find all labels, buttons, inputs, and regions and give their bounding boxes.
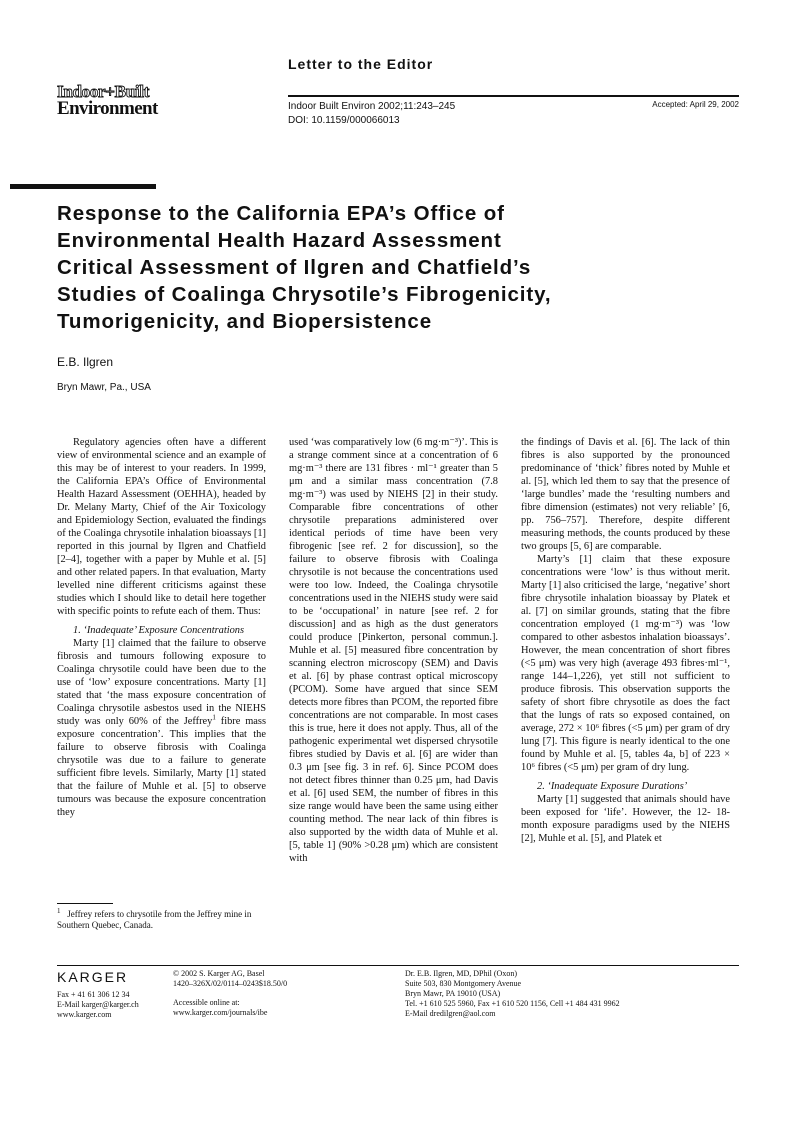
section-heading: 1. ‘Inadequate’ Exposure Concentrations: [73, 625, 245, 636]
footnote-marker[interactable]: 1: [212, 713, 216, 722]
address-email[interactable]: E-Mail dredilgren@aol.com: [405, 1009, 496, 1018]
address-street: Suite 503, 830 Montgomery Avenue: [405, 979, 522, 988]
title-line: Studies of Coalinga Chrysotile’s Fibrogenicity,: [57, 283, 552, 306]
body-column-1: [57, 436, 266, 819]
footer-rule: [57, 965, 739, 966]
footnote-text: Jeffrey refers to chrysotile from the Jeffrey mine in Southern Quebec, Canada.: [57, 909, 252, 930]
copyright-block: [173, 969, 287, 989]
title-rule: [10, 184, 156, 189]
title-line: Response to the California EPA’s Office of: [57, 202, 505, 225]
address-phone: Tel. +1 610 525 5960, Fax +1 610 520 1156, Cell +1 484 431 9962: [405, 999, 620, 1008]
paragraph-text: fibre mass exposure concentration’. This implies that the failure to observe fibrosis with Coalinga chrysotile was due to a failure to generate sufficient fibre levels. Similarly, Marty [1] stated that the failure of Muhle et al. [5] to observe tumours was because the exposure concentration they: [57, 716, 266, 818]
online-url[interactable]: www.karger.com/journals/ibe: [173, 1008, 268, 1017]
title-line: Tumorigenicity, and Biopersistence: [57, 310, 432, 333]
publisher-logo: KARGER: [57, 969, 129, 985]
paragraph: Marty’s [1] claim that these exposure concentrations were ‘low’ is thus without merit. Marty [1] also criticised the large, ‘negative’ short fibre chrysotile inhalation bioassay by Platek et al. [7] on similar grounds, stating that the fibre concentration employed (1 mg·m⁻³) was ‘low compared to other asbestos inhalation bioassays’. However, the mean concentration of short fibres (<5 μm) was very high (average 493 fibres·ml⁻¹, range 144–1,226), yet still not sufficient to produce fibrosis. This observation supports the safety of short fibre chrysotile as does the fact that the lungs of rats so exposed contained, on average, 272 × 10⁶ fibres (<5 μm) per gram of dry lung [7]. This figure is nearly identical to the one found by Muhle et al. [5, tables 4a, b] of 223 × 10⁶ fibres (<5 μm) per gram of dry lung.: [521, 554, 730, 773]
publisher-email[interactable]: E-Mail karger@karger.ch: [57, 1000, 139, 1009]
doi: DOI: 10.1159/000066013: [288, 115, 400, 126]
online-label: Accessible online at:: [173, 998, 240, 1007]
paragraph: [57, 637, 266, 819]
paragraph: used ‘was comparatively low (6 mg·m⁻³)’. This is a strange comment since at a concentration of 6 mg·m⁻³ there are 131 fibres · ml⁻¹ greater than 5 μm and a similar mass concentration (7.8 mg·m⁻³) was used by NIEHS [2] in their study. Comparable fibre concentrations of other chrysotile preparations administered over identical periods of time have been very fibrogenic [see ref. 2 for discussion], so the failure to observe fibrosis with Coalinga chrysotile is not because the concentrations used were too low. Indeed, the Coalinga chrysotile concentrations used in the NIEHS study were said to be ‘occupational’ in nature [see ref. 2 for discussion] and as high as the dust generators could produce [Pinkerton, personal commun.]. Muhle et al. [5] measured fibre concentration by scanning electron microscopy (SEM) and Davis et al. [6] by phase contrast optical microscopy (PCOM). Some have argued that since SEM detects more fibres than PCOM, the reported fibre concentrations are not comparable. In most cases this is true, here it does not apply. Thus, all of the pathogenic experimental wet dispersed chrysotile fibres studied by Davis et al. [6] are wider than 0.3 μm [see fig. 3 in ref. 6]. Since PCOM does not detect fibres thinner than 0.25 μm, had Davis et al. [6] used SEM, the number of fibres in this size range would have been the same using either counting method. The near lack of thin fibres is also supported by the width data of Muhle et al. [5, table 1] (90% >0.28 μm) which are consistent with: [289, 437, 498, 864]
footnote-number: 1: [57, 907, 61, 915]
author-affiliation: Bryn Mawr, Pa., USA: [57, 382, 151, 393]
body-column-2: [289, 436, 498, 865]
article-title: [57, 200, 747, 335]
paragraph: Regulatory agencies often have a different view of environmental science and an example of this may be of interest to your readers. In 1999, the California EPA’s Office of Environmental Health Hazard Assessment (OEHHA), headed by Dr. Melany Marty, Chief of the Air Toxicology and Epidemiology Section, evaluated the findings of the Coalinga chrysotile inhalation bioassays [1] reported in this journal by Ilgren and Chatfield [2–4], together with a paper by Muhle et al. [5] and other related papers. In that evaluation, Marty levelled nine different criticisms against these studies which I should like to detail here together with specific points to refute each of them. Thus:: [57, 437, 266, 617]
paragraph-text: Marty [1] claimed that the failure to observe fibrosis and tumours following exposure to Coalinga chrysotile could have been due to the use of ‘low’ exposure concentrations. Marty [1] stated that ‘the mass exposure concentration of Coalinga chrysotile asbestos used in the NIEHS study was only 60% of the Jeffrey: [57, 638, 266, 727]
journal-logo-top: Indoor+Built: [57, 82, 150, 101]
accepted-date: Accepted: April 29, 2002: [652, 100, 739, 109]
journal-reference: Indoor Built Environ 2002;11:243–245: [288, 101, 456, 112]
footnote: [57, 909, 266, 931]
publisher-contact: [57, 990, 139, 1020]
copyright: © 2002 S. Karger AG, Basel: [173, 969, 265, 978]
title-line: Environmental Health Hazard Assessment: [57, 229, 502, 252]
publisher-website[interactable]: www.karger.com: [57, 1010, 112, 1019]
paragraph: Marty [1] suggested that animals should have been exposed for ‘life’. However, the 12- 18-month exposure paradigms used by the NIEHS [2], Muhle et al. [5], and Platek et: [521, 794, 730, 844]
paragraph: the findings of Davis et al. [6]. The lack of thin fibres is also supported by the pronounced predominance of ‘thick’ fibres noted by Muhle et al. [5], which led them to say that the presence of ‘large bundles’ made the ‘resulting numbers and fibre dimension (estimates) not very reliable’ [6, pp. 756–757]. Therefore, despite different measuring methods, the counts produced by these two groups [5, 6] are comparable.: [521, 437, 730, 552]
issn: 1420–326X/02/0114–0243$18.50/0: [173, 979, 288, 988]
body-column-3: [521, 436, 730, 845]
online-access: [173, 998, 267, 1018]
footnote-rule: [57, 903, 113, 904]
author-name: E.B. Ilgren: [57, 355, 114, 369]
header-rule: [288, 95, 739, 97]
correspondence-address: [405, 969, 620, 1019]
publisher-fax: Fax + 41 61 306 12 34: [57, 990, 130, 999]
section-heading: 2. ‘Inadequate Exposure Durations’: [537, 781, 688, 792]
section-label: Letter to the Editor: [288, 56, 434, 72]
address-name: Dr. E.B. Ilgren, MD, DPhil (Oxon): [405, 969, 517, 978]
address-city: Bryn Mawr, PA 19010 (USA): [405, 989, 501, 998]
title-line: Critical Assessment of Ilgren and Chatfield’s: [57, 256, 532, 279]
journal-logo-bottom: Environment: [57, 98, 158, 119]
